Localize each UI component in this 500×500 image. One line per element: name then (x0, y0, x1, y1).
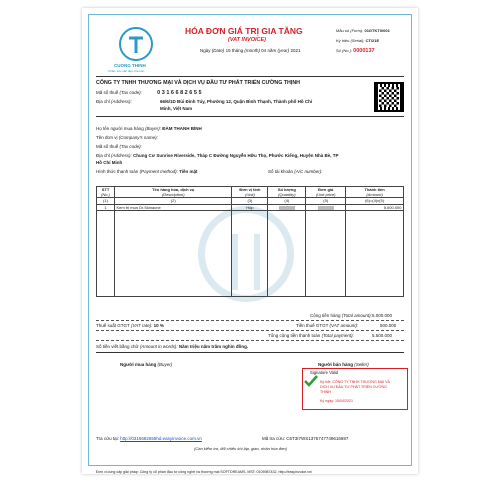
payment-method-row: Hình thức thanh toán (Payment method): Tiền mặt (96, 169, 198, 174)
signed-by-line3: THỊNH (320, 390, 331, 394)
year-label-en: (year) (277, 48, 290, 53)
lookup-note: (Cần kiểm tra, đối chiếu khi lập, giao, nhận hóa đơn) (194, 446, 287, 451)
lookup-code: C6T3I7WS1375747749616697 (286, 436, 349, 441)
no-label: Số (336, 48, 341, 53)
seller-signature-label: Người bán hàng (Seller) (318, 362, 369, 367)
col-header-quantity: Số lượng (Quantity) (268, 187, 306, 198)
col-header-unit-price: Đơn giá (Unit price) (306, 187, 346, 198)
redacted-quantity (279, 206, 295, 210)
seller-tax (96, 90, 202, 97)
seller-address-label: Địa chỉ (Address): (96, 99, 132, 104)
divider (96, 340, 404, 341)
signed-by-line2: DỊCH VỤ ĐẦU TƯ PHÁT TRIỂN CƯỜNG (320, 385, 387, 389)
col-header-description: Tên hàng hóa, dịch vụ (Description) (114, 187, 232, 198)
form-number (336, 28, 390, 33)
form-value: 01GTKT0/001 (364, 28, 390, 33)
amount-in-words-row: Số tiền viết bằng chữ (Amount in words): Năm triệu năm trăm nghìn đồng. (96, 344, 249, 349)
buyer-signature-label: Người mua hàng (Buyer) (120, 362, 173, 367)
divider (96, 320, 404, 321)
seller-name: CÔNG TY TNHH THƯƠNG MẠI VÀ DỊCH VỤ ĐẦU TƯ PHÁT TRIỂN CƯỜNG THỊNH (96, 80, 300, 86)
column-number-row: (1) (2) (3) (4) (5) (6)=(4)x(5) (97, 198, 404, 205)
month-label-en: (month) (244, 48, 260, 53)
serial-label-en: (Serial): (350, 38, 365, 43)
subtotal-value: 5.000.000 (372, 313, 393, 318)
date-label-en: (Date) (211, 48, 225, 53)
seller-tax-code: 0 3 1 6 6 8 2 6 5 5 (157, 90, 202, 96)
divider (96, 330, 404, 331)
table-header-row (97, 187, 404, 198)
provider-note: Đơn vị cung cấp giải pháp: Công ty cổ phần đầu tư công nghệ và thương mại SOFTDREAMS, MST: 0105987432, http://easyinvoice.vn/ (96, 470, 313, 474)
account-number-row: Số tài khoản (A/C number): (268, 169, 323, 174)
serial-number (336, 38, 379, 43)
buyer-address-line1: Chung Cư Sunrise Riverside, Tháp C Đường Nguyễn Hữu Thọ, Phước Kiểng, Huyện Nhà Bè, TP (133, 153, 339, 158)
logo-tagline: Chăm sóc sắc đẹp của bạn (108, 69, 145, 73)
seller-tax-label-en: (Tax code): (119, 90, 142, 95)
buyer-tax-row: Mã số thuế (Tax code): (96, 144, 142, 149)
invoice-title: HÓA ĐƠN GIÁ TRỊ GIA TĂNG (185, 26, 303, 36)
no-value: 0000137 (353, 48, 375, 54)
seller-address-line2: Minh, Việt Nam (160, 106, 193, 111)
subtotal-label: Cộng tiền hàng (Total amount): (310, 313, 372, 318)
buyer-name-row: Họ tên người mua hàng (Buyer): ĐÀM THANH BÌNH (96, 126, 202, 131)
grand-total-label: Tổng cộng tiền thanh toán (Total payment): (268, 333, 354, 338)
col-header-amount: Thành tiền (Amount) (346, 187, 404, 198)
year-label: năm (267, 48, 277, 53)
col-header-unit: Đơn vị tính (Unit) (232, 187, 268, 198)
lookup-link[interactable]: http://0316682655hd.easyinvoice.com.vn (120, 436, 202, 441)
form-label-en: (Form): (350, 28, 364, 33)
signature-valid: Signature Valid (310, 370, 339, 375)
date-month: 04 (261, 48, 267, 53)
company-logo (119, 27, 153, 61)
serial-label: Ký hiệu (336, 38, 350, 43)
date-day: 15 (225, 48, 231, 53)
no-label-en: (No.): (342, 48, 353, 53)
vat-amount-value: 500.000 (380, 323, 397, 328)
date-year: 2021 (290, 48, 301, 53)
lookup-row: Tra cứu tại: http://0316682655hd.easyinvoice.com.vn (96, 436, 202, 441)
table-row: 1 Kem trị mụn Dr.Skinacne Hộp 5.000.000 (97, 204, 404, 211)
divider (96, 352, 404, 353)
grand-total-value: 5.500.000 (372, 333, 393, 338)
month-label: tháng (231, 48, 244, 53)
lookup-code-row: Mã tra cứu: C6T3I7WS1375747749616697 (262, 436, 349, 441)
seller-tax-label: Mã số thuế (96, 90, 119, 95)
buyer-name: ĐÀM THANH BÌNH (162, 126, 202, 131)
vat-rate: 10 % (153, 323, 164, 328)
buyer-company-row: Tên đơn vị (Company's name): (96, 135, 158, 140)
serial-value: CT/21E (365, 38, 380, 43)
items-table (96, 186, 404, 297)
table-empty-body (97, 211, 404, 297)
vat-rate-row: Thuế suất GTGT (VAT rate): 10 % (96, 323, 164, 328)
redacted-unit-price (318, 206, 334, 210)
form-label: Mẫu số (336, 28, 350, 33)
signed-by-line1: Ký bởi: CÔNG TY TNHH THƯƠNG MẠI VÀ (320, 380, 390, 384)
buyer-address-line2: Hồ Chí Minh (96, 160, 123, 165)
qr-code (374, 82, 404, 112)
divider (96, 116, 404, 117)
col-header-no: STT (No.) (97, 187, 115, 198)
invoice-subtitle: (VAT INVOICE) (228, 37, 266, 43)
payment-method: Tiền mặt (179, 169, 198, 174)
vat-amount-label: Tiền thuế GTGT (VAT amount): (296, 323, 359, 328)
invoice-number (336, 48, 375, 54)
buyer-address-row: Địa chỉ (Address): Chung Cư Sunrise Riverside, Tháp C Đường Nguyễn Hữu Thọ, Phước Kiểng, Huyện Nhà Bè, TP (96, 153, 339, 158)
invoice-date (200, 48, 301, 54)
date-label: Ngày (200, 48, 211, 53)
signed-date: Ký ngày: 15/04/2021 (320, 399, 353, 403)
divider (96, 76, 404, 77)
checkmark-icon (304, 374, 318, 388)
seller-address-line1: 66/6/1D Bùi Đình Túy, Phường 12, Quận Bình Thạnh, Thành phố Hồ Chí (160, 99, 313, 104)
amount-in-words: Năm triệu năm trăm nghìn đồng. (178, 344, 249, 349)
logo-text: CUONG THINH (114, 63, 146, 68)
